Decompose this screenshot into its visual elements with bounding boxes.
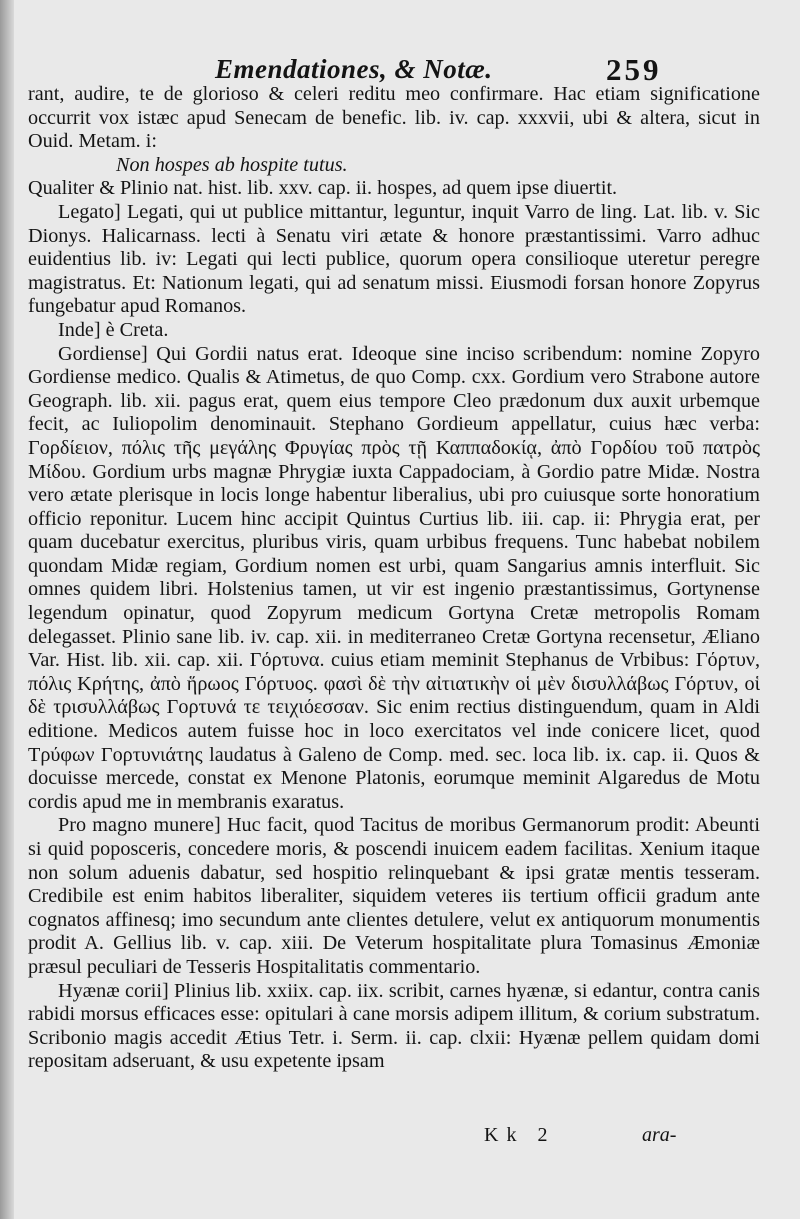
- note-inde: Inde] è Creta.: [58, 318, 169, 341]
- catchword: ara-: [642, 1124, 677, 1146]
- note-pro-magno-munere: Pro magno munere] Huc facit, quod Tacitus de moribus Germanorum prodit: Abeunti si quid poposceris, concedere moris, & poscendi inuicem eadem facilitas. Xenium itaque non solum aduenis dabatur, sed hospitio relinquebant & ipsi gratæ mentis tesseram. Credibile est enim habitos liberaliter, siquidem veteres iis tertium officii gradum ante cognatos affinesq; imo secundum ante clientes detulere, velut ex antiquorum monumentis prodit A. Gellius lib. v. cap. xiii. De Veterum hospitalitate plura Tomasinus Æmoniæ præsul peculiari de Tesseris Hospitalitatis commentario.: [28, 814, 760, 978]
- paragraph-plinio: Qualiter & Plinio nat. hist. lib. xxv. cap. ii. hospes, ad quem ipse diuertit.: [28, 177, 618, 200]
- page-gutter-shadow: [0, 0, 14, 1219]
- verse-quotation: Non hospes ab hospite tutus.: [116, 153, 348, 176]
- page-number: 259: [606, 52, 662, 87]
- note-legato: Legato] Legati, qui ut publice mittantur, leguntur, inquit Varro de ling. Lat. lib. v. Sic Dionys. Halicarnass. lecti à Senatu viri ætate & honore præstantissimi. Varro adhuc euidentius lib. iv: Legati qui lecti publice, quorum opera consilioque uteretur peregre magistratus. Et: Nationum legati, qui ad senatum missi. Eiusmodi forsan honore Zopyrus fungebatur apud Romanos.: [28, 200, 760, 318]
- note-hyaenae-corii: Hyænæ corii] Plinius lib. xxiix. cap. iix. scribit, carnes hyænæ, si edantur, contra canis rabidi morsus efficaces esse: opitulari à cane morsis adipem illitum, & corium substratum. Scribonio magis accedit Ætius Tetr. i. Serm. ii. cap. clxii: Hyænæ pellem quidam domi repositam adseruant, & usu expetente ipsam: [28, 979, 760, 1073]
- running-title: Emendationes, & Notæ.: [215, 54, 493, 84]
- body-text: [28, 83, 760, 1074]
- signature-mark: Kk 2: [484, 1124, 556, 1146]
- page-footer: [0, 1124, 800, 1154]
- note-gordiense: Gordiense] Qui Gordii natus erat. Ideoque sine inciso scribendum: nomine Zopyro Gordiense medico. Qualis & Atimetus, de quo Comp. cxx. Gordium vero Strabone autore Geograph. lib. xii. pagus erat, quem eius tempore Cleo prædonum dux auxit urbemque fecit, ac Iuliopolim denominauit. Stephano Gordieum appellatur, cuius hæc verba: Γορδίειον, πόλις τῆς μεγάλης Φρυγίας πρὸς τῇ Καππαδοκίᾳ, ἀπὸ Γορδίου τοῦ πατρὸς Μίδου. Gordium urbs magnæ Phrygiæ iuxta Cappadociam, à Gordio patre Midæ. Nostra vero ætate plerisque in locis longe habentur liberalius, ubi pro cuiusque sorte honoratium officio reponitur. Lucem hinc accipit Quintus Curtius lib. iii. cap. ii: Phrygia erat, per quam ducebatur exercitus, pluribus viris, quam urbibus frequens. Tunc habebat nobilem quondam Midæ regiam, Gordium nomen est urbi, quam Sangarius amnis interfluit. Sic omnes quidem libri. Holstenius tamen, ut vir est ingenio præstantissimus, Gortynense legendum opinatur, quod Zopyrum medicum Gortyna Cretæ metropolis Romam delegasset. Plinio sane lib. iv. cap. xii. in mediterraneo Cretæ Gortyna recensetur, Æliano Var. Hist. lib. xii. cap. xii. Γόρτυνα. cuius etiam meminit Stephanus de Vrbibus: Γόρτυν, πόλις Κρήτης, ἀπὸ ἥρωος Γόρτυος. φασὶ δὲ τὴν αἰτιατικὴν οἱ μὲν δισυλλάβως Γόρτυν, οἱ δὲ τρισυλλάβως Γορτυνά τε τειχιόεσσαν. Sic enim rectius distinguendum, quam in Aldi editione. Medicos autem fuisse hoc in loco exercitatos vel inde conicere licet, quod Τρύφων Γορτυνιάτης laudatus à Galeno de Comp. med. sec. loca lib. ix. cap. ii. Quos & docuisse mercede, constat ex Menone Platonis, eorumque meminit Algaredus de Motu cordis apud me in membranis exaratus.: [28, 342, 760, 813]
- paragraph-continuation: rant, audire, te de glorioso & celeri reditu meo confirmare. Hac etiam significatione occurrit vox istæc apud Senecam de benefic. lib. iv. cap. xxxvii, ubi & altera, sicut in Ouid. Metam. i:: [28, 83, 760, 153]
